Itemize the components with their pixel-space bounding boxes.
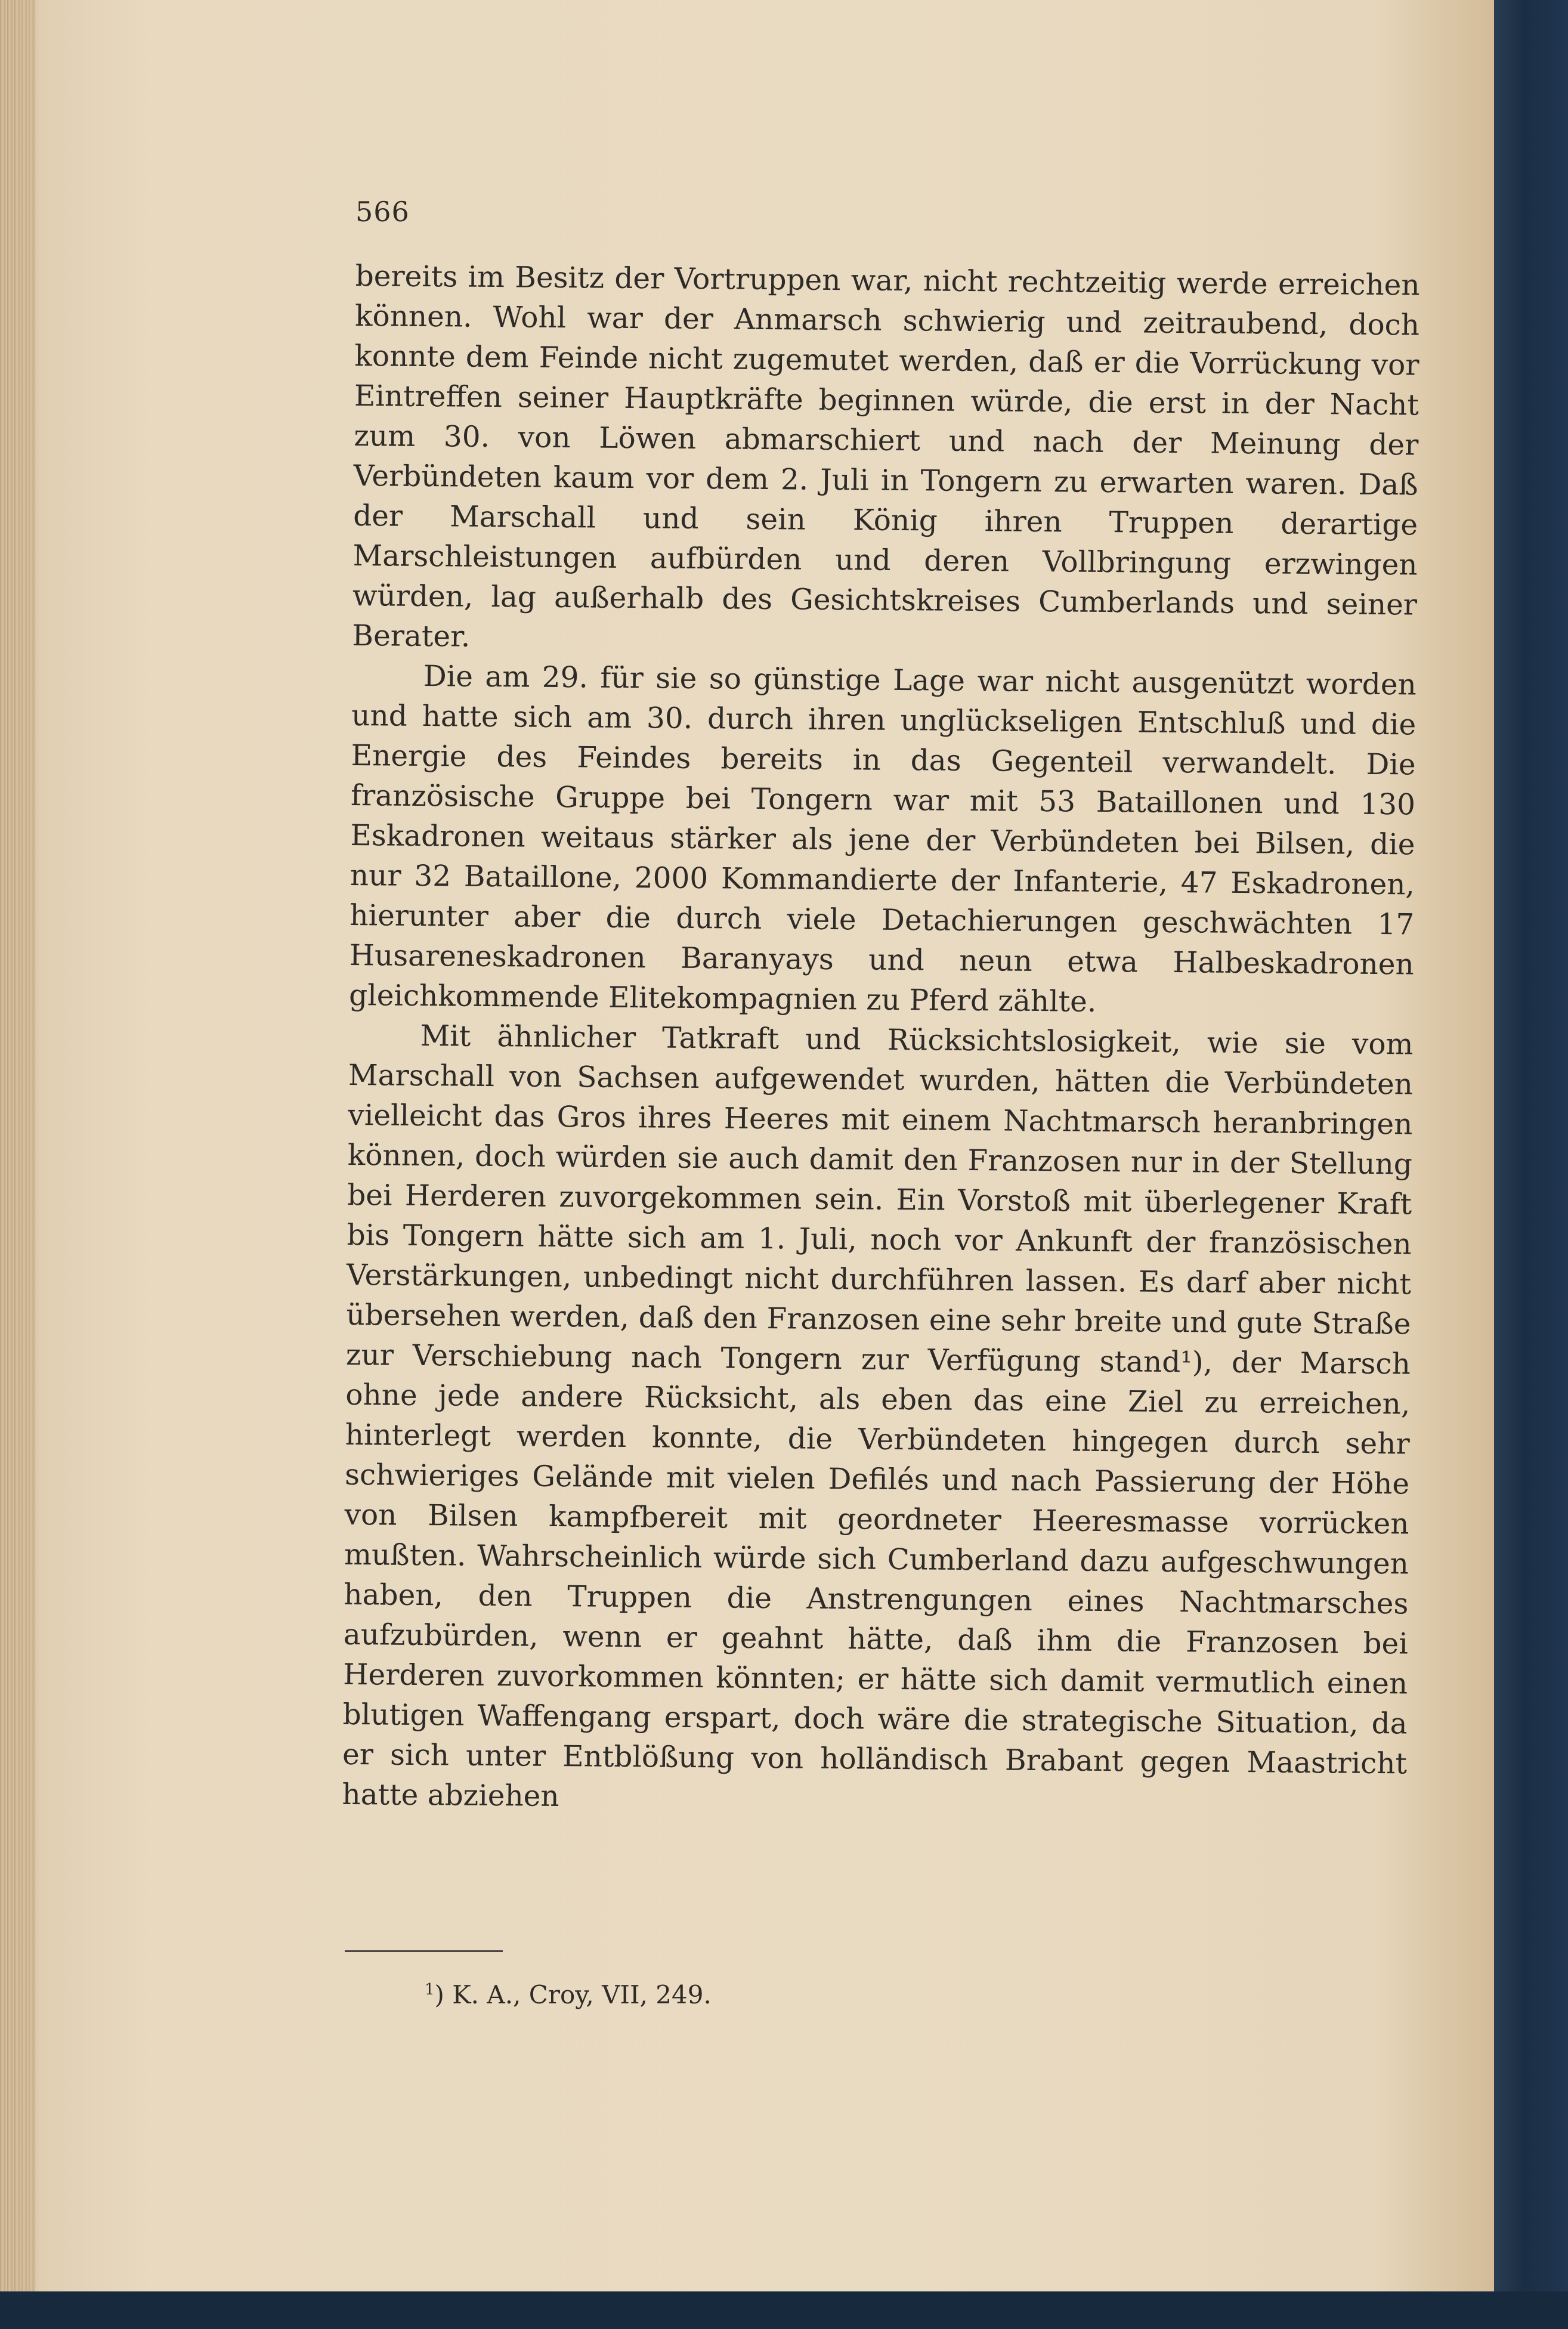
paragraph-2: Die am 29. für sie so günstige Lage war nicht ausgenützt worden und hatte sich am 30. durch ihren unglückseligen Entschluß und die Energie des Feindes bereits in das Gegenteil verwandelt. Die französische Gruppe bei Tongern war mit 53 Bataillonen und 130 Eskadronen weitaus stärker als jene der Verbündeten bei Bilsen, die nur 32 Bataillone, 2000 Kommandierte der Infanterie, 47 Eskadronen, hierunter aber die durch viele Detachierungen geschwächten 17 Husareneskadronen Baranyays und neun etwa Halbeskadronen gleichkommende Elitekompagnien zu Pferd zählte. [348, 660, 1417, 1019]
paragraph-1: bereits im Besitz der Vortruppen war, nicht rechtzeitig werde erreichen können. Wohl war der Anmarsch schwierig und zeitraubend, doch konnte dem Feinde nicht zugemutet werden, daß er die Vorrückung vor Eintreffen seiner Hauptkräfte beginnen würde, die erst in der Nacht zum 30. von Löwen abmarschiert und nach der Meinung der Verbündeten kaum vor dem 2. Juli in Tongern zu erwarten waren. Daß der Marschall und sein König ihren Truppen derartige Marschleistungen aufbürden und deren Vollbringung erzwingen würden, lag außerhalb des Gesichtskreises Cumberlands und seiner Berater. [352, 259, 1420, 654]
footnote-marker: 1 [425, 1981, 435, 1999]
paragraph-3: Mit ähnlicher Tatkraft und Rücksichtslosigkeit, wie sie vom Marschall von Sachsen aufgewendet wurden, hätten die Verbündeten vielleicht das Gros ihres Heeres mit einem Nachtmarsch heranbringen können, doch würden sie auch damit den Franzosen nur in der Stellung bei Herderen zuvorgekommen sein. Ein Vorstoß mit überlegener Kraft bis Tongern hätte sich am 1. Juli, noch vor Ankunft der französischen Verstärkungen, unbedingt nicht durchführen lassen. Es darf aber nicht übersehen werden, daß den Franzosen eine sehr breite und gute Straße zur Verschiebung nach Tongern zur Verfügung stand¹), der Marsch ohne jede andere Rücksicht, als eben das eine Ziel zu erreichen, hinterlegt werden konnte, die Verbündeten hingegen durch sehr schwieriges Gelände mit vielen Defilés und nach Passierung der Höhe von Bilsen kampfbereit mit geordneter Heeresmasse vorrücken mußten. Wahrscheinlich würde sich Cumberland dazu aufgeschwungen haben, den Truppen die Anstrengungen eines Nachtmarsches aufzubürden, wenn er geahnt hätte, daß ihm die Franzosen bei Herderen zuvorkommen könnten; er hätte sich damit vermutlich einen blutigen Waffengang erspart, doch wäre die strategische Situation, da er sich unter Entblößung von holländisch Brabant gegen Maastricht hatte abziehen [342, 1019, 1414, 1814]
footnote-text: ) K. A., Croy, VII, 249. [434, 1980, 712, 2009]
body-text [342, 256, 1420, 1824]
scan-right-edge [1494, 0, 1568, 2329]
footnote [425, 1980, 712, 2009]
scan-bottom-edge [0, 2291, 1568, 2329]
page-number: 566 [355, 196, 410, 228]
book-spine [0, 0, 36, 2291]
footnote-divider [345, 1950, 503, 1952]
